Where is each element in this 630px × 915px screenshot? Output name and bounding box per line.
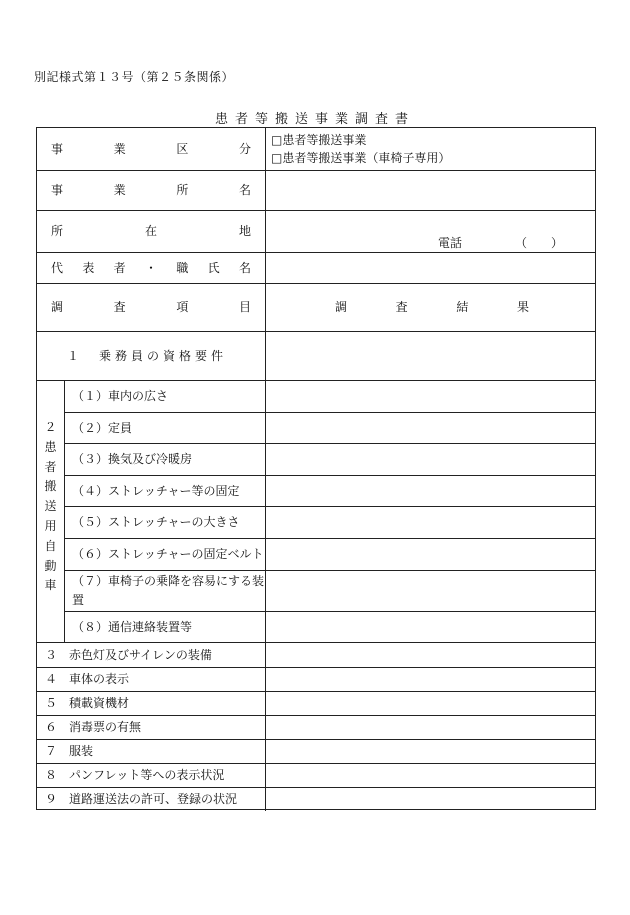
office-name-label: 事 業 所 名	[51, 183, 251, 197]
section2-result[interactable]	[266, 612, 595, 642]
other-item-result[interactable]	[266, 764, 595, 787]
item-column-header: 調 査 項 目	[51, 300, 251, 314]
result-column-header: 調 査 結 果	[335, 300, 529, 314]
business-type-label: 事 業 区 分	[51, 142, 251, 156]
section2-item: （８）通信連絡装置等	[72, 619, 193, 634]
other-item: ８ パンフレット等への表示状況	[45, 768, 225, 782]
survey-table	[36, 127, 596, 810]
section2-item: （４）ストレッチャー等の固定	[72, 483, 240, 498]
section1-label: １ 乗務員の資格要件	[67, 348, 228, 363]
section2-item: （１）車内の広さ	[72, 389, 169, 403]
other-item-result[interactable]	[266, 668, 595, 691]
form-number: 別記様式第１３号（第２５条関係）	[34, 70, 235, 84]
section2-item: （５）ストレッチャーの大きさ	[72, 515, 240, 529]
option-general[interactable]: □患者等搬送事業	[271, 133, 367, 147]
section2-result[interactable]	[266, 507, 595, 538]
other-item: ７ 服装	[45, 744, 94, 758]
section1-result[interactable]	[266, 332, 595, 380]
other-item-result[interactable]	[266, 740, 595, 763]
office-name-value[interactable]	[266, 171, 595, 210]
section2-divider	[64, 380, 65, 642]
other-item: ５ 積載資機材	[45, 696, 130, 710]
other-item: ３ 赤色灯及びサイレンの装備	[45, 647, 212, 662]
section2-result[interactable]	[266, 476, 595, 506]
other-item-result[interactable]	[266, 692, 595, 715]
phone-label: 電話	[438, 236, 463, 250]
section2-item: （６）ストレッチャーの固定ベルト	[72, 547, 264, 561]
other-item: ６ 消毒票の有無	[45, 720, 142, 734]
section2-item: （７）車椅子の乗降を容易にする装 置	[72, 573, 265, 607]
other-item: ９ 道路運送法の許可、登録の状況	[45, 791, 238, 806]
location-label: 所 在 地	[51, 224, 251, 238]
option-wheelchair[interactable]: □患者等搬送事業（車椅子専用）	[271, 151, 451, 165]
other-item: ４ 車体の表示	[45, 672, 130, 686]
representative-label: 代 表 者 ・ 職 氏 名	[51, 260, 251, 275]
representative-value[interactable]	[266, 253, 595, 283]
business-type-options	[271, 129, 591, 169]
other-item-result[interactable]	[266, 788, 595, 810]
section2-item: （２）定員	[72, 420, 133, 435]
section2-result[interactable]	[266, 413, 595, 443]
other-item-result[interactable]	[266, 716, 595, 739]
other-item-result[interactable]	[266, 643, 595, 667]
section2-result[interactable]	[266, 381, 595, 412]
section2-result[interactable]	[266, 571, 595, 611]
section2-vertical-label: ２ 患 者 搬 送 用 自 動 車	[44, 420, 57, 593]
form-title: 患者等搬送事業調査書	[214, 112, 415, 127]
section2-result[interactable]	[266, 444, 595, 475]
phone-area-code[interactable]: （ ）	[515, 236, 564, 250]
section2-item: （３）換気及び冷暖房	[72, 452, 193, 466]
section2-result[interactable]	[266, 539, 595, 570]
